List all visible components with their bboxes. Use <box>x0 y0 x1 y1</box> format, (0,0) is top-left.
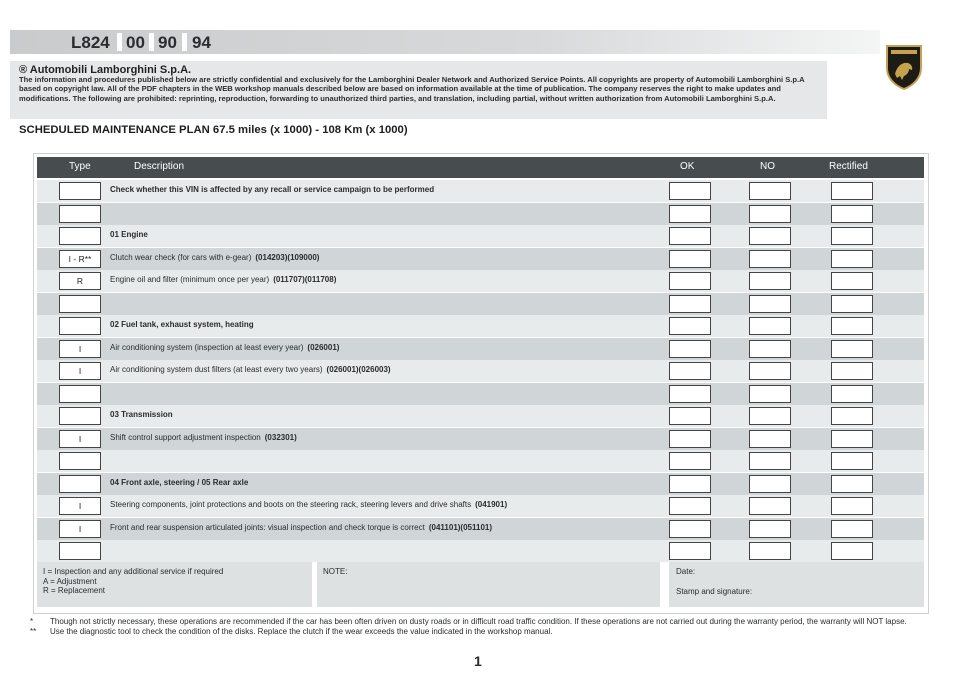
no-checkbox[interactable] <box>749 385 791 403</box>
company-name: ® Automobili Lamborghini S.p.A. <box>19 64 192 76</box>
table-row <box>37 540 924 562</box>
table-row <box>37 293 924 315</box>
footnote-mark: ** <box>30 627 37 636</box>
type-cell <box>59 317 101 335</box>
rectified-checkbox[interactable] <box>831 295 873 313</box>
no-checkbox[interactable] <box>749 475 791 493</box>
type-cell: I <box>59 520 101 538</box>
signature-panel[interactable] <box>669 562 924 607</box>
operation-code: (026001)(026003) <box>326 365 391 374</box>
ok-checkbox[interactable] <box>669 317 711 335</box>
code-section: 94 <box>192 33 211 52</box>
operation-description <box>110 523 492 532</box>
column-header-no: NO <box>760 161 775 172</box>
operation-description <box>110 275 336 284</box>
rectified-checkbox[interactable] <box>831 272 873 290</box>
ok-checkbox[interactable] <box>669 362 711 380</box>
no-checkbox[interactable] <box>749 317 791 335</box>
ok-checkbox[interactable] <box>669 182 711 200</box>
legend-inspection: I = Inspection and any additional service if required <box>43 567 224 576</box>
table-row <box>37 248 924 270</box>
column-header-ok: OK <box>680 161 695 172</box>
lamborghini-shield-icon <box>884 44 924 90</box>
rectified-checkbox[interactable] <box>831 497 873 515</box>
section-heading <box>110 478 248 487</box>
code-separator <box>149 33 154 51</box>
description-text: Engine oil and filter (minimum once per year) <box>110 275 270 284</box>
type-cell: I <box>59 497 101 515</box>
no-checkbox[interactable] <box>749 430 791 448</box>
type-cell <box>59 407 101 425</box>
description-text: 02 Fuel tank, exhaust system, heating <box>110 320 254 329</box>
no-checkbox[interactable] <box>749 407 791 425</box>
type-cell <box>59 182 101 200</box>
page-number: 1 <box>474 653 482 669</box>
ok-checkbox[interactable] <box>669 385 711 403</box>
no-checkbox[interactable] <box>749 182 791 200</box>
table-row <box>37 428 924 450</box>
signature-label: Stamp and signature: <box>676 586 753 596</box>
footnote-mark: * <box>30 617 34 626</box>
description-text: Shift control support adjustment inspection <box>110 432 261 442</box>
type-cell <box>59 227 101 245</box>
rectified-checkbox[interactable] <box>831 542 873 560</box>
rectified-checkbox[interactable] <box>831 227 873 245</box>
note-panel[interactable] <box>317 562 660 607</box>
operation-description <box>110 433 297 442</box>
description-text: 01 Engine <box>110 230 148 239</box>
type-cell <box>59 452 101 470</box>
code-subgroup: 90 <box>158 33 177 52</box>
no-checkbox[interactable] <box>749 227 791 245</box>
no-checkbox[interactable] <box>749 497 791 515</box>
table-header <box>37 157 924 178</box>
legend-replacement: R = Replacement <box>43 586 106 595</box>
no-checkbox[interactable] <box>749 520 791 538</box>
table-row <box>37 315 924 337</box>
ok-checkbox[interactable] <box>669 520 711 538</box>
section-heading <box>110 185 434 194</box>
type-cell <box>59 295 101 313</box>
ok-checkbox[interactable] <box>669 227 711 245</box>
description-text: Front and rear suspension articulated joints: visual inspection and check torque is correct <box>110 522 425 532</box>
type-cell: I <box>59 430 101 448</box>
type-cell <box>59 475 101 493</box>
section-heading <box>110 320 254 329</box>
ok-checkbox[interactable] <box>669 497 711 515</box>
rectified-checkbox[interactable] <box>831 385 873 403</box>
operation-code: (041101)(051101) <box>428 522 493 532</box>
table-row <box>37 405 924 427</box>
section-heading <box>110 230 148 239</box>
rectified-checkbox[interactable] <box>831 520 873 538</box>
type-cell <box>59 205 101 223</box>
no-checkbox[interactable] <box>749 295 791 313</box>
rectified-checkbox[interactable] <box>831 317 873 335</box>
type-cell: I <box>59 340 101 358</box>
type-cell <box>59 385 101 403</box>
rectified-checkbox[interactable] <box>831 452 873 470</box>
operation-code: (011707)(011708) <box>273 275 337 284</box>
table-row <box>37 495 924 517</box>
description-text: Clutch wear check (for cars with e-gear) <box>110 252 252 262</box>
table-row <box>37 473 924 495</box>
rectified-checkbox[interactable] <box>831 205 873 223</box>
ok-checkbox[interactable] <box>669 272 711 290</box>
footnotes <box>30 617 940 637</box>
operation-code: (014203)(109000) <box>255 252 320 262</box>
no-checkbox[interactable] <box>749 250 791 268</box>
operation-code: (041901) <box>475 500 508 509</box>
table-row <box>37 518 924 540</box>
legend-panel <box>37 562 312 607</box>
table-row <box>37 225 924 247</box>
table-row <box>37 180 924 202</box>
ok-checkbox[interactable] <box>669 250 711 268</box>
description-text: Check whether this VIN is affected by any recall or service campaign to be performed <box>110 185 435 194</box>
ok-checkbox[interactable] <box>669 295 711 313</box>
table-row <box>37 450 924 472</box>
description-text: Steering components, joint protections and boots on the steering rack, steering levers and drive shafts <box>110 500 472 509</box>
operation-description <box>110 253 319 262</box>
type-cell <box>59 542 101 560</box>
section-heading <box>110 410 173 419</box>
no-checkbox[interactable] <box>749 205 791 223</box>
type-cell: I - R** <box>59 250 101 268</box>
legend-adjustment: A = Adjustment <box>43 576 97 586</box>
operation-description <box>110 500 507 509</box>
ok-checkbox[interactable] <box>669 407 711 425</box>
footnote-text: Use the diagnostic tool to check the condition of the disks. Replace the clutch if the wear exceeds the value indicated in the workshop manual. <box>50 627 553 636</box>
column-header-description: Description <box>134 161 185 172</box>
ok-checkbox[interactable] <box>669 475 711 493</box>
column-header-type: Type <box>69 161 91 172</box>
description-text: 03 Transmission <box>110 410 173 419</box>
footnote <box>30 617 940 627</box>
operation-code: (026001) <box>307 342 340 352</box>
code-model: L824 <box>71 33 110 52</box>
code-group: 00 <box>126 33 145 52</box>
no-checkbox[interactable] <box>749 362 791 380</box>
rectified-checkbox[interactable] <box>831 182 873 200</box>
type-cell: I <box>59 362 101 380</box>
table-row <box>37 203 924 225</box>
no-checkbox[interactable] <box>749 542 791 560</box>
no-checkbox[interactable] <box>749 340 791 358</box>
rectified-checkbox[interactable] <box>831 362 873 380</box>
column-header-rectified: Rectified <box>829 161 868 172</box>
description-text: Air conditioning system (inspection at least every year) <box>110 342 304 352</box>
ok-checkbox[interactable] <box>669 452 711 470</box>
legal-notice: The information and procedures published below are strictly confidential and exclusively for the Lamborghini Dealer Network and Authorized Service Points. All copyrights are property of Automobili Lamborghini S.p.A based on copyright law. All of the PDF chapters in the WEB workshop manuals described below are based on information available at the time of publication. The company reserves the right to make updates and modifications. The following are prohibited: reprinting, reproduction, forwarding to unauthorized third parties, and translation, including partial, without written authorization from Automobili Lamborghini S.p.A. <box>19 75 805 103</box>
no-checkbox[interactable] <box>749 272 791 290</box>
footnote <box>30 627 940 637</box>
no-checkbox[interactable] <box>749 452 791 470</box>
table-row <box>37 383 924 405</box>
table-row <box>37 338 924 360</box>
description-text: 04 Front axle, steering / 05 Rear axle <box>110 477 249 487</box>
code-separator <box>117 33 122 51</box>
ok-checkbox[interactable] <box>669 205 711 223</box>
operation-description <box>110 343 339 352</box>
operation-description <box>110 365 391 374</box>
rectified-checkbox[interactable] <box>831 430 873 448</box>
description-text: Air conditioning system dust filters (at least every two years) <box>110 365 323 374</box>
date-label: Date: <box>676 567 696 576</box>
footnote-text: Though not strictly necessary, these operations are recommended if the car has been often driven on dusty roads or in difficult road traffic condition. If these operations are not carried out during the warranty period, the warranty will NOT lapse. <box>50 617 907 626</box>
rectified-checkbox[interactable] <box>831 475 873 493</box>
code-separator <box>182 33 187 51</box>
rectified-checkbox[interactable] <box>831 407 873 425</box>
page-title: SCHEDULED MAINTENANCE PLAN 67.5 miles (x 1000) - 108 Km (x 1000) <box>19 124 408 136</box>
rectified-checkbox[interactable] <box>831 340 873 358</box>
ok-checkbox[interactable] <box>669 340 711 358</box>
note-label: NOTE: <box>323 567 348 576</box>
ok-checkbox[interactable] <box>669 430 711 448</box>
ok-checkbox[interactable] <box>669 542 711 560</box>
operation-code: (032301) <box>264 432 297 442</box>
rectified-checkbox[interactable] <box>831 250 873 268</box>
table-row <box>37 360 924 382</box>
type-cell: R <box>59 272 101 290</box>
table-row <box>37 270 924 292</box>
